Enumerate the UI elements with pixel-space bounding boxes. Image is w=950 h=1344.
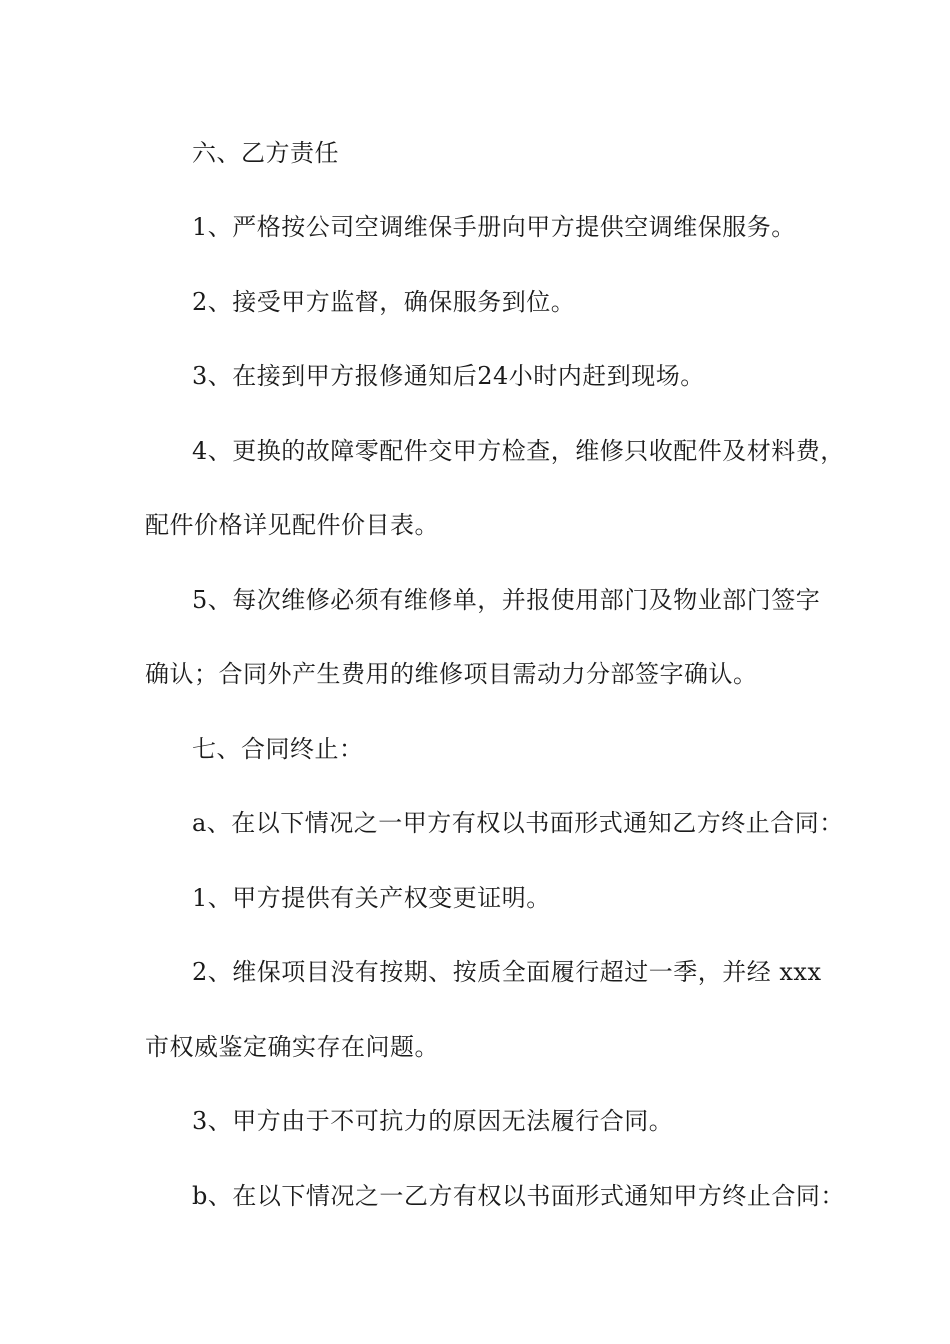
paragraph-item-5: 5、每次维修必须有维修单，并报使用部门及物业部门签字: [192, 586, 821, 614]
paragraph-item-2: 2、接受甲方监督，确保服务到位。: [192, 288, 576, 316]
paragraph-item-4: 4、更换的故障零配件交甲方检查，维修只收配件及材料费，: [192, 437, 845, 465]
paragraph-clause-a: a、在以下情况之一甲方有权以书面形式通知乙方终止合同：: [192, 809, 844, 837]
paragraph-item-1: 1、严格按公司空调维保手册向甲方提供空调维保服务。: [192, 213, 796, 241]
paragraph-item-5-continued: 确认；合同外产生费用的维修项目需动力分部签字确认。: [145, 660, 758, 688]
paragraph-item-4-continued: 配件价格详见配件价目表。: [145, 511, 439, 539]
section-heading-contract-termination: 七、合同终止：: [192, 735, 364, 763]
paragraph-clause-a-item-2-continued: 市权威鉴定确实存在问题。: [145, 1033, 439, 1061]
paragraph-clause-a-item-3: 3、甲方由于不可抗力的原因无法履行合同。: [192, 1107, 674, 1135]
paragraph-clause-a-item-1: 1、甲方提供有关产权变更证明。: [192, 884, 551, 912]
paragraph-clause-a-item-2: 2、维保项目没有按期、按质全面履行超过一季，并经 xxx: [192, 958, 822, 986]
paragraph-item-3: 3、在接到甲方报修通知后24小时内赶到现场。: [192, 362, 705, 390]
paragraph-clause-b: b、在以下情况之一乙方有权以书面形式通知甲方终止合同：: [192, 1182, 845, 1210]
section-heading-party-b-responsibility: 六、乙方责任: [192, 139, 339, 167]
